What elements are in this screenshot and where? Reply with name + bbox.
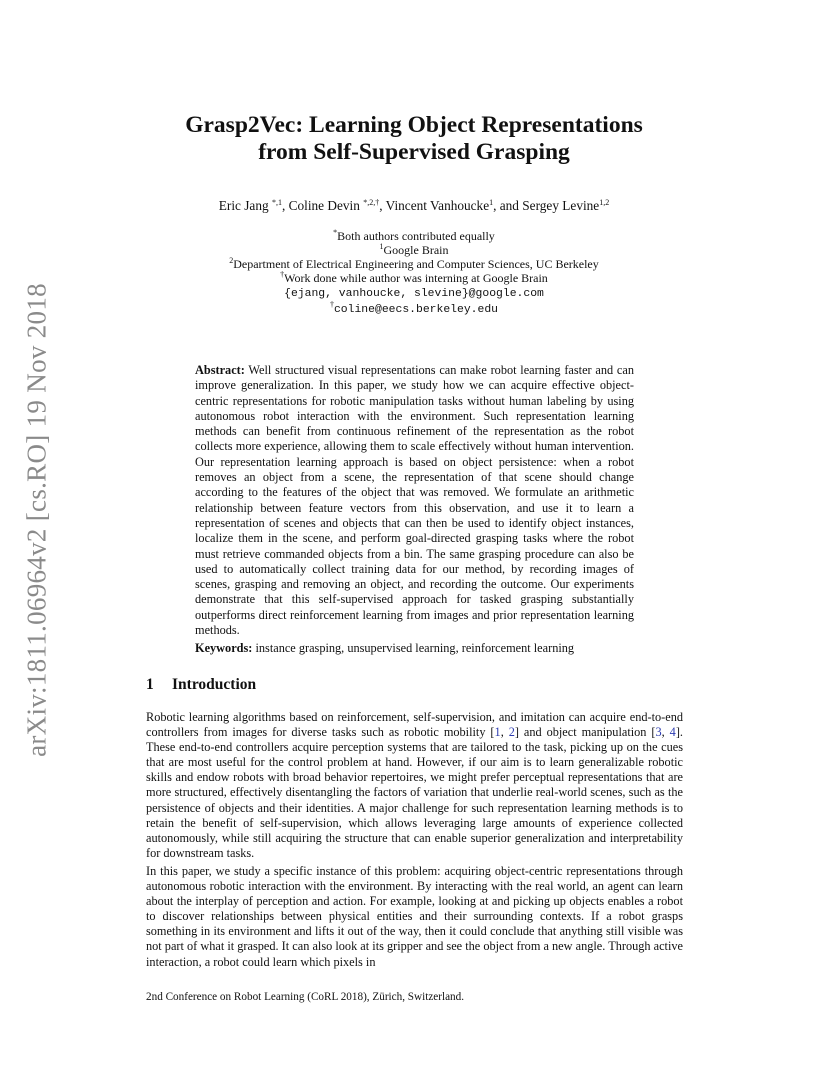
author-name: Vincent Vanhoucke	[385, 198, 490, 213]
author-marker: 1,2	[599, 198, 610, 207]
abstract-label: Abstract:	[195, 363, 245, 377]
keywords-label: Keywords:	[195, 641, 253, 655]
citation-link[interactable]: 1	[494, 725, 501, 740]
citation-link[interactable]: 3	[655, 725, 662, 740]
affiliation-marker: †	[280, 270, 285, 279]
abstract	[195, 363, 634, 638]
citation-link[interactable]: 4	[669, 725, 676, 740]
affiliation-text: Work done while author was interning at Google Brain	[284, 271, 548, 285]
paragraph-text: ] and object manipulation [	[514, 725, 656, 740]
affiliation-marker: †	[329, 300, 334, 309]
author-marker: *,2,†	[363, 198, 380, 207]
email-line	[0, 301, 828, 317]
author-list	[0, 198, 828, 214]
section-title: Introduction	[172, 676, 257, 693]
citation-link[interactable]: 2	[508, 725, 515, 740]
keywords-text: instance grasping, unsupervised learning, reinforcement learning	[255, 641, 575, 655]
title-line-1: Grasp2Vec: Learning Object Representations	[185, 112, 643, 138]
affiliation-marker: 2	[229, 256, 234, 265]
section-heading	[146, 676, 256, 694]
keywords	[195, 641, 634, 656]
author-marker: *,1	[271, 198, 282, 207]
affiliation-text: Both authors contributed equally	[337, 229, 495, 243]
email-address[interactable]: {ejang, vanhoucke, slevine}@google.com	[284, 288, 544, 300]
author-separator: , and	[493, 198, 523, 213]
affiliation-line	[0, 243, 828, 257]
conference-footer: 2nd Conference on Robot Learning (CoRL 2018), Zürich, Switzerland.	[146, 991, 465, 1003]
author-name: Sergey Levine	[522, 198, 600, 213]
author-separator: ,	[281, 198, 289, 213]
abstract-text: Well structured visual representations can make robot learning faster and can improve generalization. In this paper, we study how we can acquire effective object-centric representations for robotic manipulation tasks without human labeling by using autonomous robot interaction with the environment. Such representation learning methods can benefit from continuous refinement of the representation as the robot collects more experience, allowing them to scale effectively without human intervention. Our representation learning approach is based on object persistence: when a robot removes an object from a scene, the representation of that scene should change according to the features of the object that was removed. We formulate an arithmetic relationship between feature vectors from this observation, and use it to learn a representation of scenes and objects that can then be used to identify object instances, localize them in the scene, and perform goal-directed grasping tasks where the robot must retrieve commanded objects from a bin. The same grasping procedure can also be used to automatically collect training data for our method, by recording images of scenes, grasping and removing an object, and recording the outcome. Our experiments demonstrate that this self-supervised approach for tasked grasping substantially outperforms direct reinforcement learning from images and prior representation learning methods.	[195, 363, 634, 638]
affiliation-marker: *	[333, 228, 338, 237]
affiliation-line	[0, 257, 828, 271]
affiliation-text: Department of Electrical Engineering and Computer Sciences, UC Berkeley	[233, 257, 599, 271]
title-line-2: from Self-Supervised Grasping	[258, 139, 570, 165]
affiliations	[0, 229, 828, 317]
section-number: 1	[146, 676, 154, 693]
paragraph-text: Robotic learning algorithms based on reinforcement, self-supervision, and imitation can acquire end-to-end controllers from images for diverse tasks such as robotic mobility [	[146, 710, 683, 740]
author-name: Eric Jang	[218, 198, 269, 213]
author-separator: ,	[379, 198, 386, 213]
email-address[interactable]: coline@eecs.berkeley.edu	[333, 304, 499, 316]
affiliation-marker: 1	[379, 242, 384, 251]
affiliation-line	[0, 271, 828, 285]
paragraph	[146, 710, 683, 861]
paragraph-text: ,	[500, 725, 509, 740]
paragraph: In this paper, we study a specific instance of this problem: acquiring object-centric representations through autonomous robotic interaction with the environment. By interacting with the real world, an agent can learn about the interplay of perception and action. For example, looking at and picking up objects enables a robot to discover relationships between physical entities and their surrounding contexts. If a robot grasps something in its environment and lifts it out of the way, then it could conclude that anything still visible was not part of what it grasped. It can also look at its gripper and see the object from a new angle. Through active interaction, a robot could learn which pixels in	[146, 864, 683, 969]
affiliation-text: Google Brain	[383, 243, 449, 257]
arxiv-stamp-text: arXiv:1811.06964v2 [cs.RO] 19 Nov 2018	[21, 283, 52, 757]
paragraph-text: ,	[661, 725, 670, 740]
paper-title	[0, 112, 828, 166]
email-line	[0, 285, 828, 301]
paragraph-text: ]. These end-to-end controllers acquire perception systems that are tailored to the task, picking up on the cues that are most useful for the control problem at hand. However, if our aim is to learn generalizable robotic skills and endow robots with broad behavior repertoires, we might prefer perceptual representations that are more structured, effectively disentangling the factors of variation that underlie real-world scenes, such as the persistence of objects and their identities. A major challenge for such representation learning methods is to retain the benefit of self-supervision, which allows leveraging large amounts of experience collected autonomously, while still acquiring the structure that can enable superior generalization and interpretability for downstream tasks.	[146, 725, 683, 860]
author-marker: 1	[489, 198, 494, 207]
author-name: Coline Devin	[288, 198, 360, 213]
affiliation-line	[0, 229, 828, 243]
